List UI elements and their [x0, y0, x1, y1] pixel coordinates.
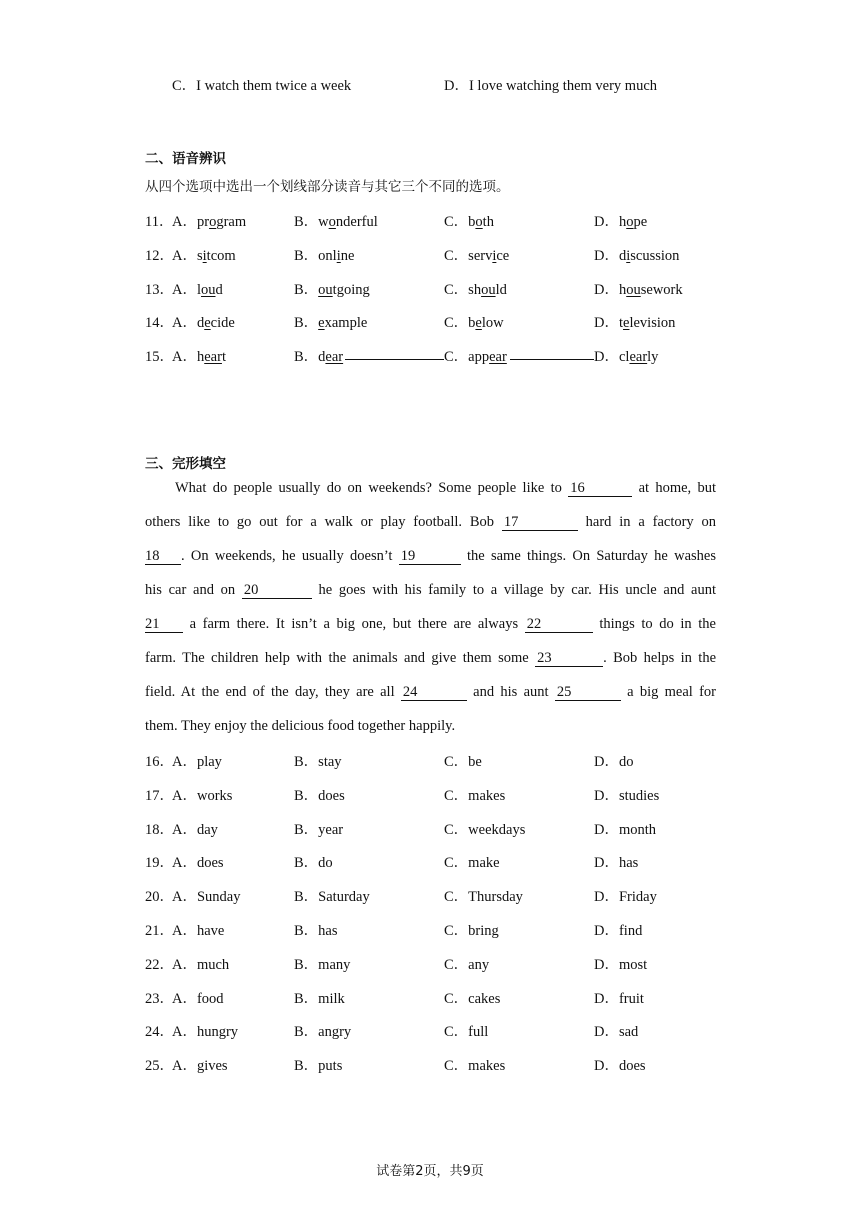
answer-option[interactable]: A．food — [172, 990, 224, 1007]
option-text: sh — [468, 281, 482, 298]
option-text: serv — [468, 247, 493, 264]
option-text: C． — [444, 214, 469, 230]
question-number: 16． — [145, 754, 174, 770]
underlined-letters: ou — [626, 281, 641, 298]
page-footer: 试卷第2页，共9页 — [376, 1164, 484, 1179]
underlined-letters: o — [475, 214, 483, 230]
option-text: tcom — [206, 247, 236, 264]
option-text: scussion — [630, 247, 680, 264]
passage-line-7: field. At the end of the day, they are all 24 and his aunt 25 a big meal for — [145, 684, 717, 700]
option-text: xample — [324, 315, 368, 332]
option-text: b — [468, 214, 476, 230]
answer-option[interactable] — [172, 278, 223, 299]
answer-option[interactable] — [594, 210, 647, 231]
answer-option[interactable] — [172, 311, 235, 332]
underlined-letters: i — [626, 247, 631, 264]
option-text: d — [215, 281, 223, 298]
option-text: d — [196, 315, 205, 332]
passage-line-8: them. They enjoy the delicious food together happily. — [145, 718, 456, 734]
underlined-letters: ear — [489, 349, 507, 366]
option-text: D． — [594, 214, 619, 230]
option-text: h — [196, 349, 205, 366]
option-text: app — [468, 349, 490, 366]
underlined-letters: i — [492, 247, 497, 264]
underlined-letters: ear — [325, 349, 344, 366]
underlined-letters: i — [336, 247, 341, 264]
answer-option[interactable]: C．bring — [444, 923, 499, 939]
answer-option[interactable]: B．do — [294, 855, 333, 872]
answer-option[interactable] — [294, 244, 354, 265]
blank-22: 22 — [525, 617, 593, 633]
passage-line-5: 21 a farm there. It isn’t a big one, but there are always 22 things to do in the — [145, 616, 716, 632]
answer-option[interactable]: C．make — [444, 855, 500, 872]
answer-option[interactable]: A．hungry — [172, 1024, 239, 1041]
answer-option[interactable]: D．sad — [594, 1024, 639, 1041]
answer-option[interactable]: C．makes — [444, 1058, 506, 1075]
blank-24: 24 — [401, 685, 467, 701]
answer-option[interactable]: B．stay — [294, 754, 342, 770]
question-number: 20． — [145, 889, 174, 906]
option-text: sework — [640, 281, 683, 298]
option-text: h — [618, 281, 627, 298]
option-text: l — [196, 281, 202, 298]
option-text: D． — [594, 349, 619, 366]
answer-option[interactable] — [444, 345, 507, 366]
underlined-letters: e — [204, 315, 211, 332]
blank-25: 25 — [555, 685, 621, 701]
answer-option[interactable]: D．most — [594, 956, 648, 973]
underlined-letters: i — [202, 247, 207, 264]
option-text: s — [196, 247, 203, 264]
blank-16: 16 — [568, 481, 632, 497]
answer-option[interactable] — [594, 345, 658, 366]
answer-option[interactable]: A．does — [172, 855, 224, 872]
answer-option[interactable] — [294, 345, 343, 366]
underlined-letters: e — [623, 315, 630, 332]
option-text: d — [318, 349, 326, 366]
answer-option[interactable]: A．much — [172, 956, 230, 973]
answer-option[interactable] — [172, 210, 246, 231]
answer-option[interactable] — [294, 311, 367, 332]
answer-option[interactable] — [172, 345, 226, 366]
question-number: 25． — [145, 1058, 174, 1075]
option-text: B． — [294, 247, 319, 264]
option-text: gram — [216, 214, 247, 230]
option-text: ld — [495, 281, 507, 298]
answer-option[interactable]: D．Friday — [594, 889, 657, 906]
question-number: 11． — [145, 214, 174, 230]
option-text: A． — [172, 281, 197, 298]
option-text: A． — [172, 214, 197, 230]
underlined-letters: e — [475, 315, 482, 332]
answer-option[interactable]: C．weekdays — [444, 821, 526, 838]
underlined-letters: ou — [318, 281, 333, 298]
answer-option[interactable] — [444, 244, 509, 265]
option-text: tgoing — [332, 281, 370, 298]
answer-option[interactable]: A．gives — [172, 1058, 228, 1075]
passage-line-2: others like to go out for a walk or play football. Bob 17 hard in a factory on — [145, 514, 716, 530]
answer-option[interactable] — [294, 210, 378, 231]
option-text: ly — [647, 349, 659, 366]
answer-option[interactable]: B．has — [294, 923, 338, 939]
option-text: low — [481, 315, 504, 332]
question-number: 19． — [145, 855, 174, 872]
answer-option[interactable]: D．has — [594, 855, 639, 872]
question-number: 14． — [145, 315, 174, 332]
underlined-letters: ear — [629, 349, 648, 366]
underlined-letters: ou — [481, 281, 496, 298]
answer-option[interactable]: C．cakes — [444, 990, 501, 1007]
option-text: D． — [594, 315, 619, 332]
passage-line-3: 18 . On weekends, he usually doesn’t 19 the same things. On Saturday he washes — [145, 548, 716, 564]
answer-option[interactable]: B．does — [294, 787, 345, 804]
blank-20: 20 — [242, 583, 312, 599]
answer-option[interactable]: A．Sunday — [172, 889, 241, 906]
section-3-title: 三、完形填空 — [145, 456, 226, 472]
question-number: 24． — [145, 1024, 174, 1041]
option-text: B． — [294, 349, 319, 366]
answer-option[interactable] — [594, 244, 679, 265]
answer-option[interactable]: C．any — [444, 956, 490, 973]
blank-19: 19 — [399, 549, 461, 565]
underlined-letters: ear — [204, 349, 222, 366]
option-text: t — [618, 315, 624, 332]
answer-option[interactable]: A．play — [172, 754, 222, 770]
option-text: ne — [340, 247, 355, 264]
option-text: C． — [444, 349, 469, 366]
underlined-letters: o — [328, 214, 336, 230]
question-number: 13． — [145, 281, 174, 298]
answer-option[interactable]: B．milk — [294, 990, 345, 1007]
option-text: nderful — [335, 214, 378, 230]
answer-option[interactable] — [594, 311, 675, 332]
blank-23: 23 — [535, 651, 603, 667]
option-d-prev: D．I love watching them very much — [444, 78, 658, 94]
option-text: A． — [172, 247, 197, 264]
answer-option[interactable]: B．puts — [294, 1058, 343, 1075]
option-text: pe — [633, 214, 648, 230]
answer-option[interactable] — [444, 278, 507, 299]
question-number: 15． — [145, 349, 174, 366]
underline-rule — [510, 359, 594, 360]
passage-line-6: farm. The children help with the animals and give them some 23 . Bob helps in the — [145, 650, 717, 666]
question-number: 17． — [145, 787, 174, 804]
option-text: C． — [444, 247, 469, 264]
answer-option[interactable]: A．works — [172, 787, 233, 804]
answer-option[interactable] — [172, 244, 236, 265]
question-number: 23． — [145, 990, 174, 1007]
blank-21: 21 — [145, 617, 183, 633]
option-text: C． — [444, 315, 469, 332]
section-2-title: 二、语音辨识 — [145, 151, 226, 167]
option-text: th — [482, 214, 494, 230]
passage-line-1: What do people usually do on weekends? Some people like to 16 at home, but — [175, 480, 717, 496]
option-text: cl — [618, 349, 630, 366]
option-text: B． — [294, 214, 319, 230]
question-number: 21． — [145, 923, 174, 939]
answer-option[interactable]: D．find — [594, 923, 643, 939]
answer-option[interactable]: C．be — [444, 754, 482, 770]
option-text: cide — [210, 315, 235, 332]
answer-option[interactable]: C．Thursday — [444, 889, 523, 906]
passage-line-4: his car and on 20 he goes with his family to a village by car. His uncle and aunt — [145, 582, 717, 598]
answer-option[interactable]: B．angry — [294, 1024, 352, 1041]
blank-17: 17 — [502, 515, 578, 531]
option-text: ce — [496, 247, 510, 264]
answer-option[interactable]: D．month — [594, 821, 657, 838]
answer-option[interactable] — [294, 278, 370, 299]
option-text: B． — [294, 281, 319, 298]
option-text: h — [618, 214, 627, 230]
underlined-letters: e — [318, 315, 325, 332]
question-number: 18． — [145, 821, 174, 838]
option-text: onl — [318, 247, 337, 264]
answer-option[interactable]: C．makes — [444, 787, 506, 804]
option-text: pr — [196, 214, 210, 230]
section-2-instruction: 从四个选项中选出一个划线部分读音与其它三个不同的选项。 — [145, 179, 510, 195]
answer-option[interactable]: D．does — [594, 1058, 646, 1075]
answer-option[interactable]: B．many — [294, 956, 351, 973]
option-text: t — [221, 349, 226, 366]
underline-rule — [345, 359, 444, 360]
question-number: 12． — [145, 247, 174, 264]
answer-option[interactable] — [594, 278, 683, 299]
underlined-letters: o — [209, 214, 217, 230]
underlined-letters: o — [626, 214, 634, 230]
answer-option[interactable] — [444, 311, 504, 332]
option-text: C． — [444, 281, 469, 298]
option-text: d — [618, 247, 627, 264]
option-text: D． — [594, 247, 619, 264]
answer-option[interactable]: C．full — [444, 1024, 489, 1041]
answer-option[interactable]: A．day — [172, 821, 218, 838]
option-text: A． — [172, 315, 197, 332]
answer-option[interactable]: D．do — [594, 754, 634, 770]
option-text: D． — [594, 281, 619, 298]
underlined-letters: ou — [201, 281, 216, 298]
answer-option[interactable]: A．have — [172, 923, 225, 939]
question-number: 22． — [145, 956, 174, 973]
answer-option[interactable]: B．Saturday — [294, 889, 370, 906]
answer-option[interactable]: D．studies — [594, 787, 660, 804]
option-text: levision — [629, 315, 676, 332]
option-text: b — [468, 315, 476, 332]
option-text: A． — [172, 349, 197, 366]
answer-option[interactable] — [444, 210, 494, 231]
answer-option[interactable]: B．year — [294, 821, 344, 838]
option-text: B． — [294, 315, 319, 332]
blank-18: 18 — [145, 549, 181, 565]
option-text: w — [318, 214, 329, 230]
answer-option[interactable]: D．fruit — [594, 990, 644, 1007]
option-c-prev: C．I watch them twice a week — [172, 78, 352, 94]
